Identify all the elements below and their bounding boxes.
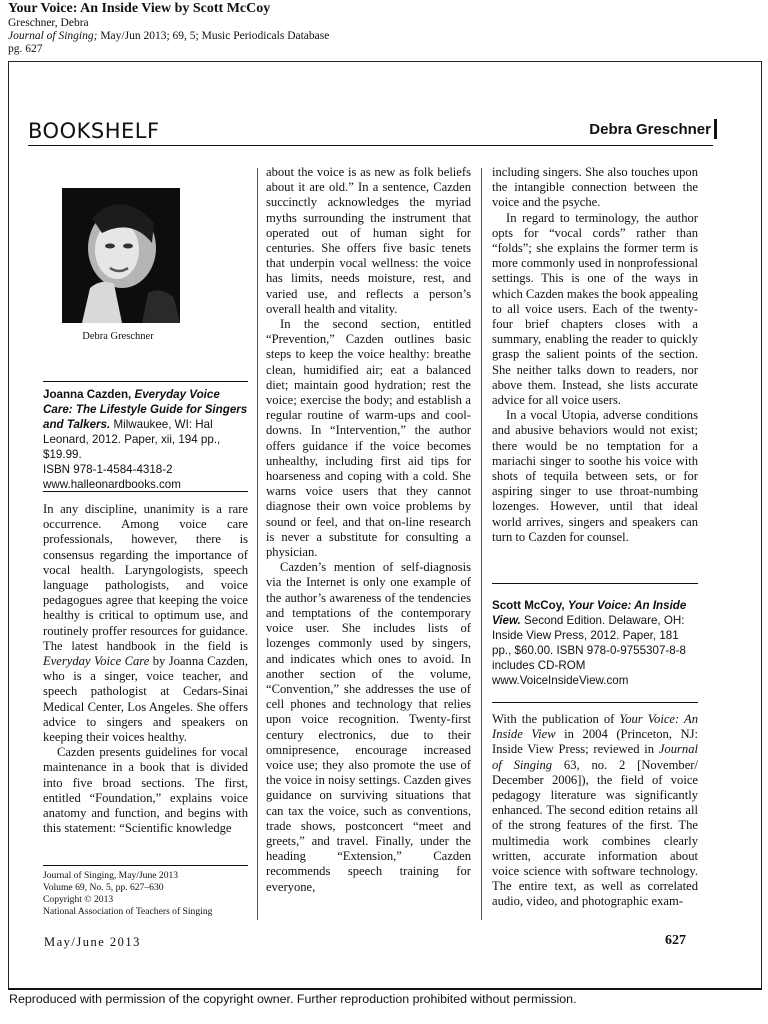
citation-page: pg. 627 bbox=[8, 43, 43, 55]
col3-p4-text-b: in 2004 (Princeton, NJ: Inside View Press; reviewed in bbox=[492, 727, 699, 757]
citation-details: May/Jun 2013; 69, 5; Music Periodicals Database bbox=[97, 30, 330, 42]
journal-info-rule bbox=[43, 865, 248, 866]
citation-author: Greschner, Debra bbox=[8, 17, 89, 29]
col3-paragraph bbox=[492, 712, 698, 910]
col1-paragraph bbox=[43, 502, 248, 745]
book2-author: Scott McCoy, bbox=[492, 599, 565, 612]
col2-paragraph: In the second section, entitled “Prevention,” Cazden outlines basic steps to keep the voice healthy: breathe clean, humidified air; eat a balanced diet; maintain good hydration; rest the voice; exercise the body; and establish a regular routine of warm-ups and cool-downs. In “Intervention,” the author offers guidance if the voice becomes unhealthy, including first aid tips for hoarseness and coping with a cold. She warns voice users that they cannot diagnose their own voice problems by sound or feel, and that on-line research is never a substitute for consulting a physician. bbox=[266, 317, 471, 560]
book1-url: www.halleonardbooks.com bbox=[43, 478, 181, 491]
citation-header bbox=[8, 1, 329, 56]
section-title: BOOKSHELF bbox=[28, 119, 160, 143]
col2-paragraph: about the voice is as new as folk beliefs about it are old.” In a sentence, Cazden succinctly acknowledges the myriad myths surrounding the instrument that operated out of human sight for centuries. She offers five basic tenets that underpin vocal wellness: the voice has limits, needs moisture, rest, and varied use, and reflects a person’s overall health and vitality. bbox=[266, 165, 471, 316]
journal-info-line: Copyright © 2013 bbox=[43, 894, 114, 905]
column-separator bbox=[481, 168, 482, 920]
col1-paragraph: Cazden presents guidelines for vocal maintenance in a book that is divided into five broad sections. The first, entitled “Foundation,” explains voice anatomy and function, and begins with this statement: “Scientific knowledge bbox=[43, 745, 248, 836]
col3-p4-book-title: Your Voice: An Inside View bbox=[492, 712, 698, 742]
book2-bottom-rule bbox=[492, 702, 698, 703]
col1-p1-text-a: In any discipline, unanimity is a rare occurrence. Among voice care professionals, however, there is consensus regarding the importance of vocal health. Laryngologists, speech language pathologists, and voice pedagogues agree that keeping the voice healthy is critical to optimum use, and routinely proffer resources for guidance. The latest handbook in the field is bbox=[43, 502, 248, 653]
book2-publication: Second Edition. Delaware, OH: Inside View Press, 2012. Paper, 181 pp., $60.00. ISBN 978-0-9755307-8-8 includes CD-ROM bbox=[492, 614, 687, 672]
journal-info-line: Journal of Singing, May/June 2013 bbox=[43, 870, 179, 881]
journal-info-line: Volume 69, No. 5, pp. 627–630 bbox=[43, 882, 164, 893]
book2-title: Your Voice: An Inside View. bbox=[492, 599, 687, 627]
book1-author: Joanna Cazden, bbox=[43, 388, 132, 401]
book1-title: Everyday Voice Care: The Lifestyle Guide for Singers and Talkers. bbox=[43, 388, 248, 431]
author-photo bbox=[62, 188, 180, 323]
book1-top-rule bbox=[43, 381, 248, 382]
book2-entry bbox=[492, 598, 698, 688]
journal-info bbox=[43, 870, 212, 918]
book1-publication: Milwaukee, WI: Hal Leonard, 2012. Paper, xii, 194 pp., $19.99. bbox=[43, 418, 221, 461]
citation-journal: Journal of Singing; bbox=[8, 30, 98, 42]
column-3-body bbox=[492, 165, 698, 545]
issue-label: May/June 2013 bbox=[44, 935, 141, 949]
col1-p1-book-title: Everyday Voice Care bbox=[43, 654, 150, 669]
col3-p4-text-c: 63, no. 2 [November/ December 2006]), the field of voice pedagogy literature was significantly enhanced. The second edition retains all of the strong features of the first. The multimedia work combines clearly written, accurate information about voice science with software technology. The entire text, as well as correlated audio, video, and photographic exam- bbox=[492, 757, 698, 909]
book2-url: www.VoiceInsideView.com bbox=[492, 674, 629, 687]
citation-source bbox=[8, 30, 329, 43]
col1-p1-text-b: by Joanna Cazden, who is a singer, voice teacher, and speech pathologist at Cedars-Sinai Medical Center, Los Angeles. She offers advice to singers and speakers on keeping their voices healthy. bbox=[43, 654, 249, 745]
column-separator bbox=[257, 168, 258, 920]
col3-paragraph: In a vocal Utopia, adverse conditions and abusive behaviors would not exist; there would be no temptation for a mariachi singer to soothe his voice with shots of tequila between sets, or for aspiring singer to use throat-numbing lozenges. However, until that ideal world arrives, singers and speakers can turn to Cazden for counsel. bbox=[492, 408, 698, 544]
book1-isbn: ISBN 978-1-4584-4318-2 bbox=[43, 463, 173, 476]
column-1-body bbox=[43, 502, 248, 836]
page-number: 627 bbox=[665, 933, 686, 948]
book1-bottom-rule bbox=[43, 491, 248, 492]
columnist-name: Debra Greschner bbox=[589, 121, 711, 138]
book2-top-rule bbox=[492, 583, 698, 584]
header-rule bbox=[28, 145, 713, 146]
copyright-notice: Reproduced with permission of the copyright owner. Further reproduction prohibited without permission. bbox=[9, 992, 577, 1006]
col3-paragraph: In regard to terminology, the author opts for “vocal cords” rather than “folds”; she explains the former term is more commonly used in nonprofessional settings. This is one of the ways in which Cazden makes the book appealing to all voice users. Each of the twenty-four brief chapters closes with a summary, enabling the reader to quickly grasp the salient points of the section. She neither talks down to readers, nor above them. Instead, she lists accurate advice for all voice users. bbox=[492, 210, 698, 408]
column-3-review bbox=[492, 712, 698, 910]
photo-caption: Debra Greschner bbox=[82, 331, 154, 342]
citation-title: Your Voice: An Inside View by Scott McCoy bbox=[8, 1, 271, 16]
col2-paragraph: Cazden’s mention of self-diagnosis via the Internet is only one example of the author’s awareness of the tendencies and temptations of the contemporary voice user. She includes lists of lozenges commonly used by singers, and indicates which ones to avoid. In another section of the volume, “Convention,” she addresses the use of cell phones and technology that relies upon voice recognition. Twenty-first century electronics, due to their omnipresence, encourage increased voice use; they also promote the use of the voice in noisy settings. Cazden gives guidance on surviving situations that can tax the voice, such as conventions, trade shows, postconcert “meet and greets,” and travel. Finally, under the heading “Extension,” Cazden recommends speech training for everyone, bbox=[266, 560, 471, 894]
book1-entry bbox=[43, 387, 248, 492]
header-bar bbox=[714, 119, 717, 139]
col3-paragraph: including singers. She also touches upon the intangible connection between the voice and the psyche. bbox=[492, 165, 698, 210]
bottom-rule bbox=[8, 988, 762, 990]
col3-p4-journal-title: Journal of Singing bbox=[492, 742, 698, 772]
column-2-body bbox=[266, 165, 471, 895]
col3-p4-text-a: With the publication of bbox=[492, 712, 620, 726]
journal-info-line: National Association of Teachers of Singing bbox=[43, 906, 213, 917]
